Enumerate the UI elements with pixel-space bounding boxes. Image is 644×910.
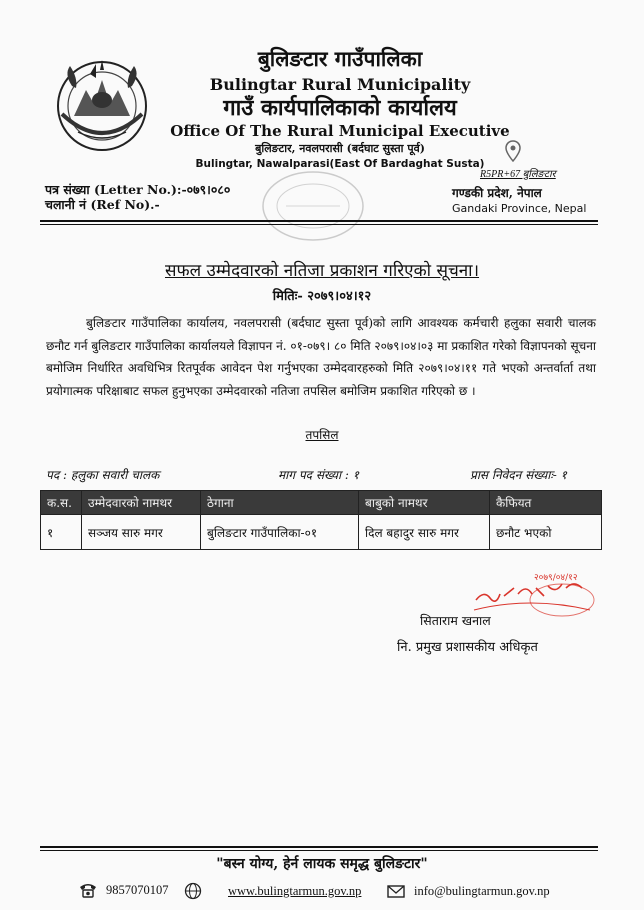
post-name: पद : हलुका सवारी चालक [46, 468, 160, 482]
signatory-title: नि. प्रमुख प्रशासकीय अधिकृत [397, 640, 538, 655]
notice-body: बुलिङटार गाउँपालिका कार्यालय, नवलपरासी (बर्दघाट सुस्ता पूर्व)को लागि आवश्यक कर्मचारी हलुका सवारी चालक छनौट गर्न बुलिङटार गाउँपालिका कार्यालयले विज्ञापन नं. ०१-०७९। ८० मिति २०७९।०४।०३ मा प्रकाशित गरेको विज्ञापनको सूचना बमोजिम निर्धारित अवधिभित्र रितपूर्वक आवेदन पेश गर्नुभएका उम्मेदवारहरुको मिति २०७९।०४।११ गते भएको अन्तर्वार्ता तथा प्रयोगात्मक परिक्षाबाट सफल हुनुभएका उम्मेदवारको नतिजा तपसिल बमोजिम प्रकाशित गरिएको छ । [46, 316, 596, 398]
footer-divider-secondary [40, 850, 598, 851]
table-row [41, 515, 602, 550]
cell-address: बुलिङटार गाउँपालिका-०१ [201, 515, 359, 550]
email-address[interactable]: info@bulingtarmun.gov.np [414, 883, 550, 898]
phone-number: 9857070107 [106, 882, 169, 897]
municipality-name-en: Bulingtar Rural Municipality [209, 75, 471, 94]
header-divider-secondary [40, 224, 598, 225]
telephone-icon [78, 882, 98, 898]
reference-number: चलानी नं (Ref No).- [45, 197, 160, 212]
footer-phone [78, 882, 169, 898]
col-serial: क.स. [41, 491, 82, 515]
municipality-name-np: बुलिङटार गाउँपालिका [257, 46, 423, 71]
province-np: गण्डकी प्रदेश, नेपाल [452, 186, 542, 200]
col-remarks: कैफियत [490, 491, 602, 515]
cell-remarks: छनौट भएको [490, 515, 602, 550]
notice-title: सफल उम्मेदवारको नतिजा प्रकाशन गरिएको सूचना। [164, 261, 480, 281]
received-count: प्रास निवेदन संख्याः- १ [470, 468, 567, 482]
demand-count: माग पद संख्या : १ [278, 468, 359, 482]
footer-divider [40, 846, 598, 848]
website-link[interactable]: www.bulingtarmun.gov.np [228, 883, 362, 898]
globe-icon [184, 882, 202, 900]
address-en: Bulingtar, Nawalparasi(East Of Bardaghat Susta) [195, 158, 485, 170]
office-name-en: Office Of The Rural Municipal Executive [170, 122, 510, 140]
col-father-name: बाबुको नामथर [359, 491, 490, 515]
signatory-name: सिताराम खनाल [420, 613, 491, 628]
notice-date: मितिः- २०७९।०४।१२ [272, 289, 372, 304]
office-name-np: गाउँ कार्यपालिकाको कार्यालय [223, 95, 457, 121]
location-pin-icon [505, 140, 521, 162]
address-np: बुलिङटार, नवलपरासी (बर्दघाट सुस्ता पूर्व) [255, 142, 425, 155]
header-divider [40, 220, 598, 222]
col-address: ठेगाना [201, 491, 359, 515]
cell-serial: १ [41, 515, 82, 550]
nepal-emblem-icon [52, 56, 152, 152]
handwritten-date: २०७९/०४/१२ [534, 573, 578, 583]
footer-email [386, 882, 550, 900]
footer-website [184, 882, 361, 900]
cell-candidate-name: सञ्जय सारु मगर [82, 515, 201, 550]
letter-number: पत्र संख्या (Letter No.):-०७९।०८० [45, 182, 231, 197]
tapasil-heading: तपसिल [305, 428, 339, 442]
table-header-row [41, 491, 602, 515]
cell-father-name: दिल बहादुर सारु मगर [359, 515, 490, 550]
faint-office-stamp-icon [258, 166, 368, 246]
letterhead [150, 46, 530, 172]
province-en: Gandaki Province, Nepal [452, 202, 587, 215]
email-icon [386, 882, 406, 900]
col-candidate-name: उम्मेदवारको नामथर [82, 491, 201, 515]
plus-code: R5PR+67 बुलिङटार [480, 169, 556, 180]
slogan: "बस्न योग्य, हेर्न लायक समृद्ध बुलिङटार" [216, 856, 428, 872]
results-table [40, 490, 602, 550]
